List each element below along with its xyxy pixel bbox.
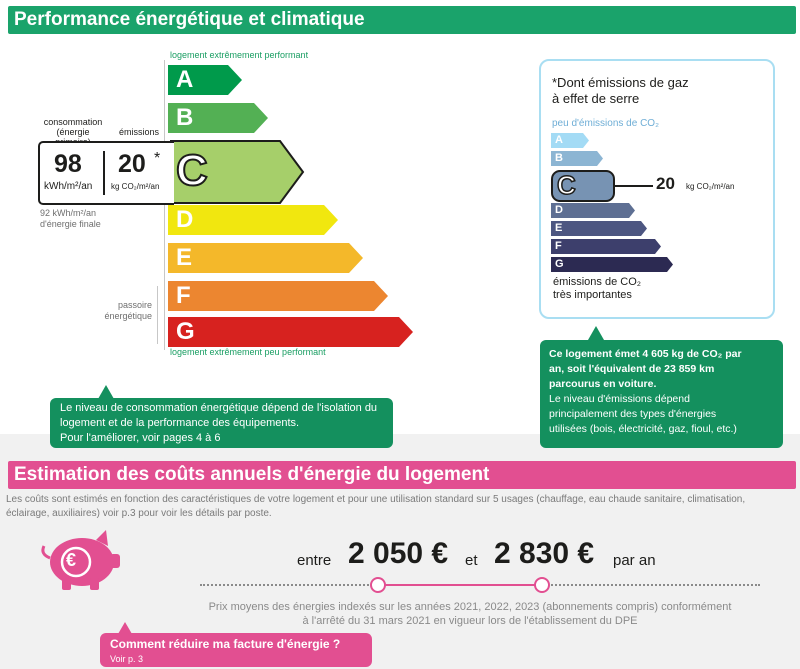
- emissions-asterisk: *: [154, 150, 161, 167]
- consumption-value: 98: [54, 150, 82, 178]
- ges-class-d-letter: D: [555, 204, 563, 216]
- passoire-label: passoire énergétique: [104, 300, 152, 321]
- range-suffix: par an: [613, 552, 656, 569]
- emissions-label: émissions: [119, 127, 160, 137]
- range-high: 2 830 €: [494, 537, 595, 570]
- consumption-info-callout: Le niveau de consommation énergétique dépend de l'isolation du logement et de la performance des équipements. Pour l'améliorer, voir pages 4 à 6: [50, 398, 393, 448]
- ges-class-f-bar: [551, 239, 661, 254]
- ges-info-callout: Ce logement émet 4 605 kg de CO₂ par an, soit l'équivalent de 23 859 km parcourus en voiture. Le niveau d'émissions dépend principalement des types d'énergies utilisées (bois, électricité, gaz, fioul, etc.): [540, 340, 783, 448]
- top-caption: logement extrêmement performant: [170, 50, 309, 60]
- price-note: Prix moyens des énergies indexés sur les années 2021, 2022, 2023 (abonnements compris) conformément à l'arrêté du 31 mars 2021 en vigueur lors de l'établissement du DPE: [208, 601, 732, 627]
- class-f-letter: F: [176, 282, 191, 309]
- ges-class-e-bar: [551, 221, 647, 236]
- tip-title: Comment réduire ma facture d'énergie ?: [110, 637, 341, 651]
- ges-class-d-bar: [551, 203, 635, 218]
- ges-class-b-letter: B: [555, 152, 563, 164]
- class-a-letter: A: [176, 66, 194, 93]
- ges-value: 20: [656, 174, 675, 193]
- class-e-letter: E: [176, 244, 193, 271]
- section-title: Estimation des coûts annuels d'énergie du logement: [14, 464, 490, 485]
- costs-intro: Les coûts sont estimés en fonction des caractéristiques de votre logement et pour une utilisation standard sur 5 usages (chauffage, eau chaude sanitaire, climatisation, éclairage, auxiliaires) voir p.3 pour voir les détails par poste.: [6, 494, 746, 519]
- ges-class-e-letter: E: [555, 222, 563, 234]
- class-g-letter: G: [176, 318, 195, 345]
- ges-title: *Dont émissions de gaz à effet de serre: [552, 75, 689, 106]
- tip-subtitle: Voir p. 3: [110, 654, 144, 664]
- emissions-value: 20: [118, 150, 146, 178]
- final-energy-note: 92 kWh/m²/an d'énergie finale: [40, 208, 101, 229]
- callout-pointer-left: [98, 385, 114, 399]
- range-low: 2 050 €: [348, 537, 449, 570]
- ges-class-g-letter: G: [555, 258, 564, 270]
- consumption-unit: kWh/m²/an: [44, 181, 93, 192]
- emissions-unit: kg CO₂/m²/an: [111, 182, 160, 191]
- class-d-bar: [168, 205, 338, 235]
- euro-symbol: €: [66, 550, 77, 570]
- class-e-bar: [168, 243, 363, 273]
- reduce-bill-button[interactable]: [100, 633, 372, 667]
- class-c-letter: C: [176, 146, 208, 195]
- range-segment: [378, 584, 542, 586]
- ges-top-caption: peu d'émissions de CO₂: [552, 118, 659, 129]
- ges-class-f-letter: F: [555, 240, 562, 252]
- section-title: Performance énergétique et climatique: [14, 9, 365, 30]
- ges-class-g-bar: [551, 257, 673, 272]
- scale-line: [164, 60, 165, 350]
- bottom-caption: logement extrêmement peu performant: [170, 347, 326, 357]
- class-f-bar: [168, 281, 388, 311]
- consumption-label: consommation (énergie: [43, 117, 103, 137]
- passoire-bracket: [157, 286, 158, 344]
- ges-unit: kg CO₂/m²/an: [686, 182, 735, 191]
- range-mid: et: [465, 552, 478, 569]
- ges-class-scale: [551, 133, 681, 275]
- ges-class-c-letter: C: [557, 170, 576, 200]
- piggy-bank-icon: [34, 528, 126, 592]
- callout-pointer-right: [588, 326, 604, 340]
- class-d-letter: D: [176, 206, 194, 233]
- range-high-marker: [534, 577, 550, 593]
- range-prefix: entre: [297, 552, 332, 569]
- class-g-bar: [168, 317, 413, 347]
- class-b-letter: B: [176, 104, 194, 131]
- ges-class-a-letter: A: [555, 134, 563, 146]
- section-header-performance: [8, 6, 796, 34]
- range-low-marker: [370, 577, 386, 593]
- ges-bottom-caption: émissions de CO₂ très importantes: [553, 276, 642, 301]
- section-header-costs: [8, 461, 796, 489]
- energy-class-scale: [168, 65, 418, 350]
